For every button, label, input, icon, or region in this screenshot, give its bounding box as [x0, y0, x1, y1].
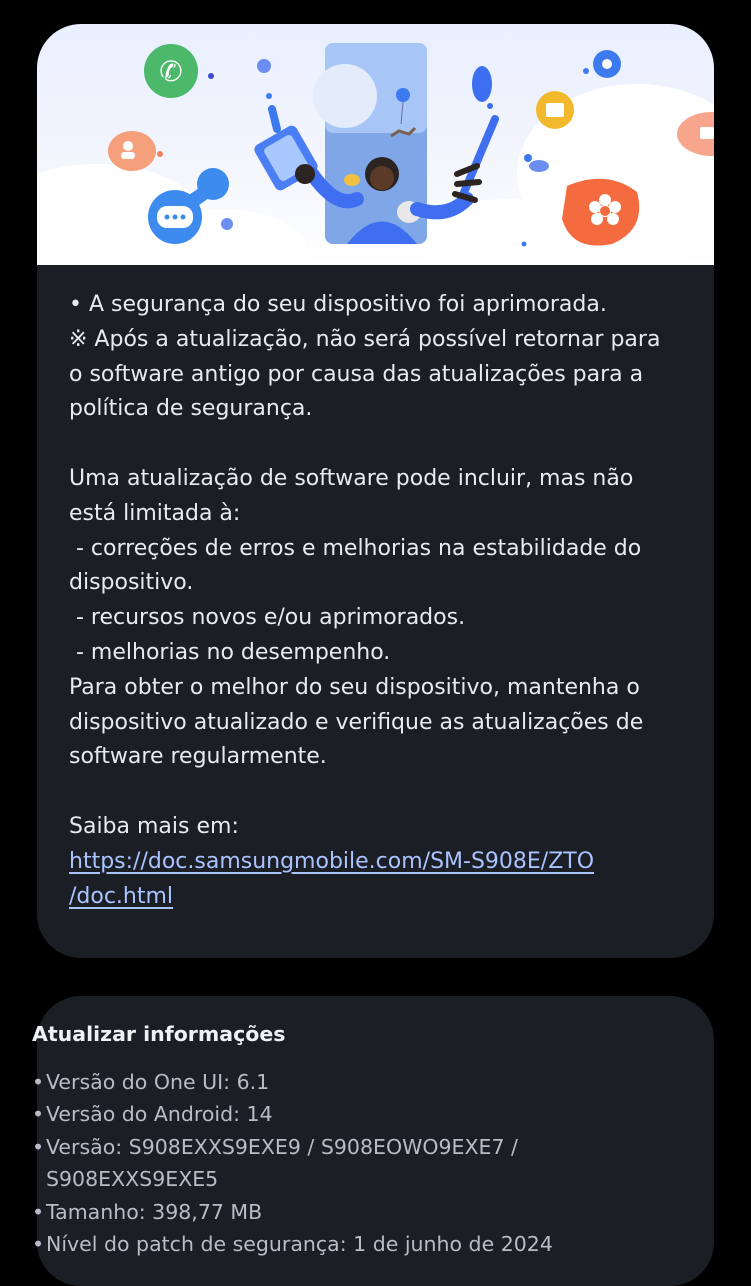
- android-version: •Versão do Android: 14: [32, 1102, 273, 1127]
- build-version-cont: S908EXXS9EXE5: [46, 1167, 219, 1192]
- note-rollback-warning-1: ※ Após a atualização, não será possível retornar para: [69, 326, 661, 352]
- note-item-bugfix-2: dispositivo.: [69, 570, 194, 596]
- hand-pen-illustration: [417, 66, 495, 212]
- note-outro-line-1: Para obter o melhor do seu dispositivo, mantenha o: [69, 674, 640, 700]
- svg-text:✆: ✆: [159, 55, 183, 88]
- settings-app-icon: [593, 50, 621, 78]
- build-version: •Versão: S908EXXS9EXE9 / S908EOWO9EXE7 /: [32, 1134, 518, 1159]
- documentation-link-line-2[interactable]: /doc.html: [69, 883, 174, 909]
- update-info-title: Atualizar informações: [32, 1022, 286, 1046]
- note-item-features: - recursos novos e/ou aprimorados.: [69, 605, 466, 631]
- documentation-link-line-1[interactable]: https://doc.samsungmobile.com/SM-S908E/ZTO: [69, 848, 595, 874]
- contacts-app-icon: [108, 131, 156, 171]
- note-outro-line-2: dispositivo atualizado e verifique as atualizações de: [69, 709, 644, 735]
- note-outro-line-3: software regularmente.: [69, 744, 327, 770]
- learn-more-label: Saiba mais em:: [69, 813, 239, 839]
- download-size: •Tamanho: 398,77 MB: [32, 1199, 263, 1224]
- release-notes-text: [69, 288, 689, 914]
- note-rollback-warning-3: política de segurança.: [69, 396, 313, 422]
- note-intro-line-1: Uma atualização de software pode incluir, mas não: [69, 465, 634, 491]
- note-item-bugfix-1: - correções de erros e melhorias na estabilidade do: [69, 535, 642, 561]
- note-item-performance: - melhorias no desempenho.: [69, 639, 391, 665]
- documentation-link[interactable]: [69, 845, 689, 880]
- release-notes-card: [37, 24, 714, 958]
- character-panel: [313, 43, 427, 244]
- phone-app-icon: [144, 44, 198, 98]
- security-patch-level: •Nível do patch de segurança: 1 de junho de 2024: [32, 1232, 553, 1257]
- files-app-icon: [536, 91, 574, 129]
- note-rollback-warning-2: o software antigo por causa das atualizações para a: [69, 361, 644, 387]
- oneui-version: •Versão do One UI: 6.1: [32, 1070, 270, 1094]
- update-info-list: [32, 1066, 652, 1260]
- note-intro-line-2: está limitada à:: [69, 500, 241, 526]
- note-security-improved: • A segurança do seu dispositivo foi aprimorada.: [69, 292, 607, 317]
- update-banner-illustration: [37, 24, 714, 265]
- documentation-link-cont[interactable]: [69, 880, 689, 915]
